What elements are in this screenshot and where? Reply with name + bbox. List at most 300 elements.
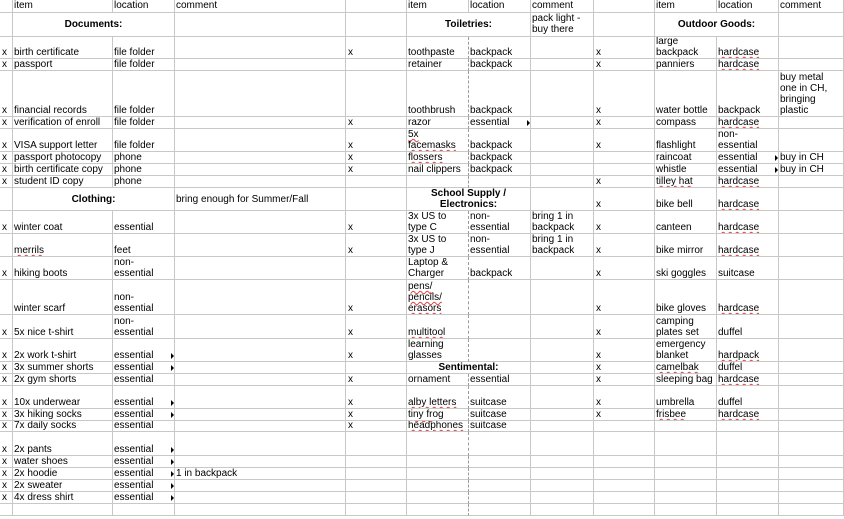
empty-cell[interactable]	[469, 468, 531, 480]
empty-cell[interactable]	[779, 421, 844, 432]
empty-cell[interactable]	[469, 492, 531, 504]
empty-cell[interactable]	[779, 117, 844, 129]
empty-cell[interactable]	[779, 211, 844, 234]
packed-check[interactable]	[346, 409, 407, 421]
empty-cell[interactable]	[175, 492, 346, 504]
empty-cell[interactable]	[779, 504, 844, 516]
empty-cell[interactable]	[407, 456, 469, 468]
empty-cell[interactable]	[594, 421, 655, 432]
empty-cell[interactable]	[531, 421, 594, 432]
location-cell[interactable]	[717, 211, 779, 234]
item-cell[interactable]	[13, 211, 113, 234]
item-cell[interactable]	[407, 421, 469, 432]
packed-check[interactable]	[594, 257, 655, 280]
item-cell[interactable]	[13, 234, 113, 257]
location-cell[interactable]	[469, 339, 531, 362]
packed-check[interactable]	[346, 374, 407, 386]
column-header-item[interactable]	[655, 0, 717, 13]
item-cell[interactable]	[13, 409, 113, 421]
empty-cell[interactable]	[175, 432, 346, 456]
section-outdoor-goods[interactable]	[655, 13, 779, 37]
packed-check[interactable]	[346, 211, 407, 234]
empty-cell[interactable]	[717, 504, 779, 516]
packed-check[interactable]	[346, 280, 407, 315]
empty-cell[interactable]	[779, 37, 844, 59]
item-cell[interactable]	[655, 386, 717, 409]
empty-cell[interactable]	[531, 152, 594, 164]
empty-cell[interactable]	[531, 339, 594, 362]
item-cell[interactable]	[655, 152, 717, 164]
empty-cell[interactable]	[531, 59, 594, 71]
empty-cell[interactable]	[175, 164, 346, 176]
location-cell[interactable]	[469, 386, 531, 409]
location-cell[interactable]	[717, 315, 779, 339]
item-cell[interactable]	[13, 176, 113, 188]
toiletries-comment[interactable]	[531, 13, 594, 37]
packed-check[interactable]	[0, 71, 13, 117]
location-cell[interactable]	[113, 421, 175, 432]
comment-cell[interactable]	[779, 152, 844, 164]
item-cell[interactable]	[407, 386, 469, 409]
empty-cell[interactable]	[655, 480, 717, 492]
location-cell[interactable]	[113, 71, 175, 117]
item-cell[interactable]	[13, 37, 113, 59]
packed-check[interactable]	[0, 117, 13, 129]
item-cell[interactable]	[655, 362, 717, 374]
location-cell[interactable]	[717, 117, 779, 129]
item-cell[interactable]	[13, 315, 113, 339]
location-cell[interactable]	[469, 71, 531, 117]
packed-check[interactable]	[594, 176, 655, 188]
item-cell[interactable]	[407, 315, 469, 339]
empty-cell[interactable]	[717, 480, 779, 492]
empty-cell[interactable]	[531, 280, 594, 315]
empty-cell[interactable]	[779, 315, 844, 339]
packed-check[interactable]	[594, 188, 655, 211]
item-cell[interactable]	[407, 129, 469, 152]
location-cell[interactable]	[717, 59, 779, 71]
packed-check[interactable]	[0, 257, 13, 280]
item-cell[interactable]	[655, 71, 717, 117]
packed-check[interactable]	[0, 421, 13, 432]
location-cell[interactable]	[113, 492, 175, 504]
empty-cell[interactable]	[779, 374, 844, 386]
empty-cell[interactable]	[779, 176, 844, 188]
location-cell[interactable]	[113, 374, 175, 386]
packed-check[interactable]	[346, 152, 407, 164]
location-cell[interactable]	[113, 468, 175, 480]
empty-cell[interactable]	[407, 504, 469, 516]
item-cell[interactable]	[13, 71, 113, 117]
packed-check[interactable]	[0, 164, 13, 176]
location-cell[interactable]	[717, 164, 779, 176]
empty-cell[interactable]	[717, 421, 779, 432]
empty-cell[interactable]	[346, 432, 407, 456]
empty-cell[interactable]	[531, 409, 594, 421]
packed-check[interactable]	[0, 129, 13, 152]
packed-check[interactable]	[0, 315, 13, 339]
location-cell[interactable]	[113, 234, 175, 257]
empty-cell[interactable]	[655, 456, 717, 468]
location-cell[interactable]	[113, 362, 175, 374]
location-cell[interactable]	[469, 152, 531, 164]
empty-cell[interactable]	[717, 492, 779, 504]
empty-cell[interactable]	[0, 13, 13, 37]
packed-check[interactable]	[346, 421, 407, 432]
empty-cell[interactable]	[346, 176, 407, 188]
empty-cell[interactable]	[594, 0, 655, 13]
location-cell[interactable]	[717, 234, 779, 257]
empty-cell[interactable]	[779, 339, 844, 362]
item-cell[interactable]	[407, 71, 469, 117]
item-cell[interactable]	[13, 492, 113, 504]
packed-check[interactable]	[594, 71, 655, 117]
location-cell[interactable]	[717, 386, 779, 409]
item-cell[interactable]	[407, 117, 469, 129]
empty-cell[interactable]	[594, 492, 655, 504]
empty-cell[interactable]	[717, 432, 779, 456]
location-cell[interactable]	[113, 456, 175, 468]
location-cell[interactable]	[469, 257, 531, 280]
packed-check[interactable]	[346, 315, 407, 339]
item-cell[interactable]	[655, 257, 717, 280]
empty-cell[interactable]	[594, 480, 655, 492]
packed-check[interactable]	[594, 280, 655, 315]
item-cell[interactable]	[13, 339, 113, 362]
empty-cell[interactable]	[779, 257, 844, 280]
location-cell[interactable]	[469, 374, 531, 386]
item-cell[interactable]	[13, 59, 113, 71]
location-cell[interactable]	[113, 211, 175, 234]
packed-check[interactable]	[594, 362, 655, 374]
location-cell[interactable]	[113, 37, 175, 59]
column-header-comment[interactable]	[175, 0, 346, 13]
location-cell[interactable]	[113, 117, 175, 129]
packed-check[interactable]	[346, 164, 407, 176]
item-cell[interactable]	[13, 257, 113, 280]
empty-cell[interactable]	[175, 37, 346, 59]
empty-cell[interactable]	[113, 504, 175, 516]
empty-cell[interactable]	[407, 492, 469, 504]
item-cell[interactable]	[13, 117, 113, 129]
empty-cell[interactable]	[175, 59, 346, 71]
comment-cell[interactable]	[779, 164, 844, 176]
empty-cell[interactable]	[346, 188, 407, 211]
empty-cell[interactable]	[175, 129, 346, 152]
empty-cell[interactable]	[0, 0, 13, 13]
location-cell[interactable]	[469, 59, 531, 71]
packed-check[interactable]	[0, 339, 13, 362]
empty-cell[interactable]	[779, 432, 844, 456]
empty-cell[interactable]	[779, 480, 844, 492]
item-cell[interactable]	[655, 59, 717, 71]
item-cell[interactable]	[13, 362, 113, 374]
location-cell[interactable]	[717, 374, 779, 386]
packed-check[interactable]	[346, 234, 407, 257]
empty-cell[interactable]	[531, 386, 594, 409]
packed-check[interactable]	[0, 152, 13, 164]
empty-cell[interactable]	[531, 432, 594, 456]
empty-cell[interactable]	[346, 480, 407, 492]
location-cell[interactable]	[469, 421, 531, 432]
empty-cell[interactable]	[346, 0, 407, 13]
empty-cell[interactable]	[531, 456, 594, 468]
empty-cell[interactable]	[346, 362, 407, 374]
item-cell[interactable]	[407, 339, 469, 362]
empty-cell[interactable]	[469, 432, 531, 456]
location-cell[interactable]	[113, 280, 175, 315]
empty-cell[interactable]	[175, 504, 346, 516]
empty-cell[interactable]	[469, 504, 531, 516]
empty-cell[interactable]	[407, 432, 469, 456]
location-cell[interactable]	[113, 152, 175, 164]
packed-check[interactable]	[0, 432, 13, 456]
column-header-location[interactable]	[469, 0, 531, 13]
empty-cell[interactable]	[469, 480, 531, 492]
item-cell[interactable]	[407, 374, 469, 386]
location-cell[interactable]	[469, 211, 531, 234]
location-cell[interactable]	[469, 164, 531, 176]
location-cell[interactable]	[113, 59, 175, 71]
comment-cell[interactable]	[531, 211, 594, 234]
item-cell[interactable]	[407, 152, 469, 164]
location-cell[interactable]	[469, 315, 531, 339]
empty-cell[interactable]	[779, 456, 844, 468]
empty-cell[interactable]	[175, 234, 346, 257]
empty-cell[interactable]	[175, 211, 346, 234]
empty-cell[interactable]	[779, 188, 844, 211]
packed-check[interactable]	[0, 37, 13, 59]
empty-cell[interactable]	[175, 257, 346, 280]
empty-cell[interactable]	[531, 492, 594, 504]
empty-cell[interactable]	[0, 188, 13, 211]
location-cell[interactable]	[469, 129, 531, 152]
empty-cell[interactable]	[594, 504, 655, 516]
empty-cell[interactable]	[779, 409, 844, 421]
empty-cell[interactable]	[655, 492, 717, 504]
item-cell[interactable]	[655, 176, 717, 188]
item-cell[interactable]	[655, 234, 717, 257]
packed-check[interactable]	[594, 117, 655, 129]
location-cell[interactable]	[717, 362, 779, 374]
empty-cell[interactable]	[13, 504, 113, 516]
empty-cell[interactable]	[655, 421, 717, 432]
item-cell[interactable]	[13, 480, 113, 492]
packed-check[interactable]	[594, 409, 655, 421]
item-cell[interactable]	[13, 386, 113, 409]
clothing-comment[interactable]	[175, 188, 346, 211]
empty-cell[interactable]	[175, 152, 346, 164]
empty-cell[interactable]	[779, 468, 844, 480]
location-cell[interactable]	[113, 257, 175, 280]
item-cell[interactable]	[655, 164, 717, 176]
packed-check[interactable]	[0, 468, 13, 480]
empty-cell[interactable]	[346, 59, 407, 71]
section-school-supply[interactable]	[407, 188, 531, 211]
item-cell[interactable]	[655, 374, 717, 386]
empty-cell[interactable]	[779, 59, 844, 71]
item-cell[interactable]	[407, 37, 469, 59]
location-cell[interactable]	[717, 409, 779, 421]
empty-cell[interactable]	[531, 257, 594, 280]
location-cell[interactable]	[717, 71, 779, 117]
item-cell[interactable]	[13, 432, 113, 456]
empty-cell[interactable]	[175, 374, 346, 386]
empty-cell[interactable]	[175, 456, 346, 468]
section-toiletries[interactable]	[407, 13, 531, 37]
location-cell[interactable]	[717, 339, 779, 362]
empty-cell[interactable]	[531, 468, 594, 480]
item-cell[interactable]	[13, 374, 113, 386]
item-cell[interactable]	[407, 409, 469, 421]
empty-cell[interactable]	[346, 504, 407, 516]
empty-cell[interactable]	[655, 468, 717, 480]
empty-cell[interactable]	[531, 176, 594, 188]
item-cell[interactable]	[13, 468, 113, 480]
section-sentimental[interactable]	[407, 362, 531, 374]
packed-check[interactable]	[594, 386, 655, 409]
item-cell[interactable]	[13, 152, 113, 164]
empty-cell[interactable]	[531, 188, 594, 211]
empty-cell[interactable]	[531, 164, 594, 176]
item-cell[interactable]	[655, 129, 717, 152]
item-cell[interactable]	[407, 211, 469, 234]
column-header-item[interactable]	[407, 0, 469, 13]
packed-check[interactable]	[594, 315, 655, 339]
item-cell[interactable]	[407, 280, 469, 315]
empty-cell[interactable]	[346, 71, 407, 117]
empty-cell[interactable]	[0, 504, 13, 516]
packed-check[interactable]	[0, 211, 13, 234]
empty-cell[interactable]	[779, 129, 844, 152]
empty-cell[interactable]	[407, 468, 469, 480]
column-header-comment[interactable]	[531, 0, 594, 13]
packed-check[interactable]	[346, 117, 407, 129]
location-cell[interactable]	[717, 176, 779, 188]
column-header-item[interactable]	[13, 0, 113, 13]
empty-cell[interactable]	[175, 280, 346, 315]
location-cell[interactable]	[113, 409, 175, 421]
location-cell[interactable]	[717, 152, 779, 164]
location-cell[interactable]	[113, 164, 175, 176]
empty-cell[interactable]	[594, 456, 655, 468]
packed-check[interactable]	[346, 129, 407, 152]
empty-cell[interactable]	[469, 176, 531, 188]
empty-cell[interactable]	[594, 468, 655, 480]
packed-check[interactable]	[594, 211, 655, 234]
packed-check[interactable]	[594, 129, 655, 152]
packed-check[interactable]	[0, 409, 13, 421]
item-cell[interactable]	[13, 280, 113, 315]
empty-cell[interactable]	[407, 176, 469, 188]
location-cell[interactable]	[113, 386, 175, 409]
location-cell[interactable]	[469, 409, 531, 421]
empty-cell[interactable]	[346, 13, 407, 37]
packed-check[interactable]	[0, 362, 13, 374]
packed-check[interactable]	[0, 374, 13, 386]
empty-cell[interactable]	[346, 257, 407, 280]
empty-cell[interactable]	[0, 280, 13, 315]
packed-check[interactable]	[0, 492, 13, 504]
empty-cell[interactable]	[655, 432, 717, 456]
location-cell[interactable]	[717, 129, 779, 152]
section-clothing[interactable]	[13, 188, 175, 211]
packed-check[interactable]	[594, 374, 655, 386]
item-cell[interactable]	[655, 315, 717, 339]
location-cell[interactable]	[113, 315, 175, 339]
empty-cell[interactable]	[594, 432, 655, 456]
packed-check[interactable]	[0, 386, 13, 409]
empty-cell[interactable]	[779, 234, 844, 257]
column-header-comment[interactable]	[779, 0, 844, 13]
item-cell[interactable]	[655, 339, 717, 362]
location-cell[interactable]	[469, 37, 531, 59]
empty-cell[interactable]	[175, 421, 346, 432]
comment-cell[interactable]	[779, 71, 844, 117]
empty-cell[interactable]	[346, 468, 407, 480]
empty-cell[interactable]	[175, 117, 346, 129]
empty-cell[interactable]	[469, 456, 531, 468]
location-cell[interactable]	[469, 117, 531, 129]
empty-cell[interactable]	[175, 409, 346, 421]
empty-cell[interactable]	[779, 492, 844, 504]
location-cell[interactable]	[469, 280, 531, 315]
empty-cell[interactable]	[717, 456, 779, 468]
empty-cell[interactable]	[594, 164, 655, 176]
item-cell[interactable]	[655, 188, 717, 211]
location-cell[interactable]	[113, 480, 175, 492]
empty-cell[interactable]	[175, 480, 346, 492]
item-cell[interactable]	[655, 37, 717, 59]
empty-cell[interactable]	[531, 374, 594, 386]
empty-cell[interactable]	[779, 280, 844, 315]
column-header-location[interactable]	[113, 0, 175, 13]
empty-cell[interactable]	[407, 480, 469, 492]
packed-check[interactable]	[346, 339, 407, 362]
packed-check[interactable]	[346, 37, 407, 59]
empty-cell[interactable]	[531, 71, 594, 117]
item-cell[interactable]	[655, 211, 717, 234]
location-cell[interactable]	[717, 257, 779, 280]
location-cell[interactable]	[113, 176, 175, 188]
empty-cell[interactable]	[175, 176, 346, 188]
location-cell[interactable]	[113, 339, 175, 362]
packed-check[interactable]	[594, 59, 655, 71]
item-cell[interactable]	[13, 129, 113, 152]
section-documents[interactable]	[13, 13, 175, 37]
item-cell[interactable]	[13, 164, 113, 176]
item-cell[interactable]	[407, 234, 469, 257]
empty-cell[interactable]	[594, 152, 655, 164]
packed-check[interactable]	[594, 234, 655, 257]
empty-cell[interactable]	[779, 13, 844, 37]
empty-cell[interactable]	[175, 339, 346, 362]
empty-cell[interactable]	[346, 456, 407, 468]
comment-cell[interactable]	[175, 468, 346, 480]
location-cell[interactable]	[113, 432, 175, 456]
column-header-location[interactable]	[717, 0, 779, 13]
empty-cell[interactable]	[531, 117, 594, 129]
item-cell[interactable]	[655, 409, 717, 421]
empty-cell[interactable]	[175, 13, 346, 37]
location-cell[interactable]	[717, 188, 779, 211]
location-cell[interactable]	[717, 37, 779, 59]
empty-cell[interactable]	[175, 315, 346, 339]
empty-cell[interactable]	[175, 362, 346, 374]
empty-cell[interactable]	[779, 362, 844, 374]
empty-cell[interactable]	[531, 129, 594, 152]
location-cell[interactable]	[113, 129, 175, 152]
